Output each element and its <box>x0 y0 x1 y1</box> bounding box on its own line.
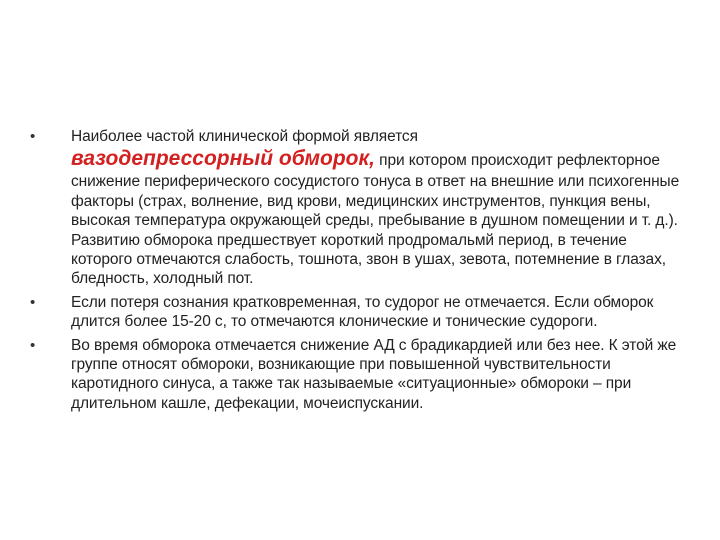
bullet-marker: • <box>30 293 36 311</box>
bullet-item-vasodepressor <box>30 127 690 289</box>
emphasis-term: вазодепрессорный обморок, <box>71 147 375 171</box>
bullet-body-text: при котором происходит рефлекторное снижение периферического сосудистого тонуса в ответ на внешние или психогенные факторы (страх, волнение, вид крови, медицинских инструментов, пункция вены, высокая температура окружающей среды, пребывание в душном помещении и т. д.). Развитию обморока предшествует короткий продромальмй период, в течение которого отмечаются слабость, тошнота, звон в ушах, зевота, потемнение в глазах, бледность, холодный пот. <box>71 152 680 288</box>
bullet-item-blood-pressure <box>30 336 690 414</box>
bullet-body-text: Во время обморока отмечается снижение АД с брадикардией или без нее. К этой же группе относят обмороки, возникающие при повышенной чувствительности каротидного синуса, а также так называемые «ситуационные» обмороки – при длительном кашле, дефекации, мочеиспускании. <box>71 336 677 412</box>
bullet-marker: • <box>30 128 36 145</box>
bullet-item-seizures <box>30 293 690 332</box>
slide-body <box>30 127 690 413</box>
bullet-lead-text: Наиболее частой клинической формой является <box>71 128 418 145</box>
bullet-marker: • <box>30 336 36 354</box>
bullet-body-text: Если потеря сознания кратковременная, то судорог не отмечается. Если обморок длится более 15-20 с, то отмечаются клонические и тонические судороги. <box>71 293 654 331</box>
